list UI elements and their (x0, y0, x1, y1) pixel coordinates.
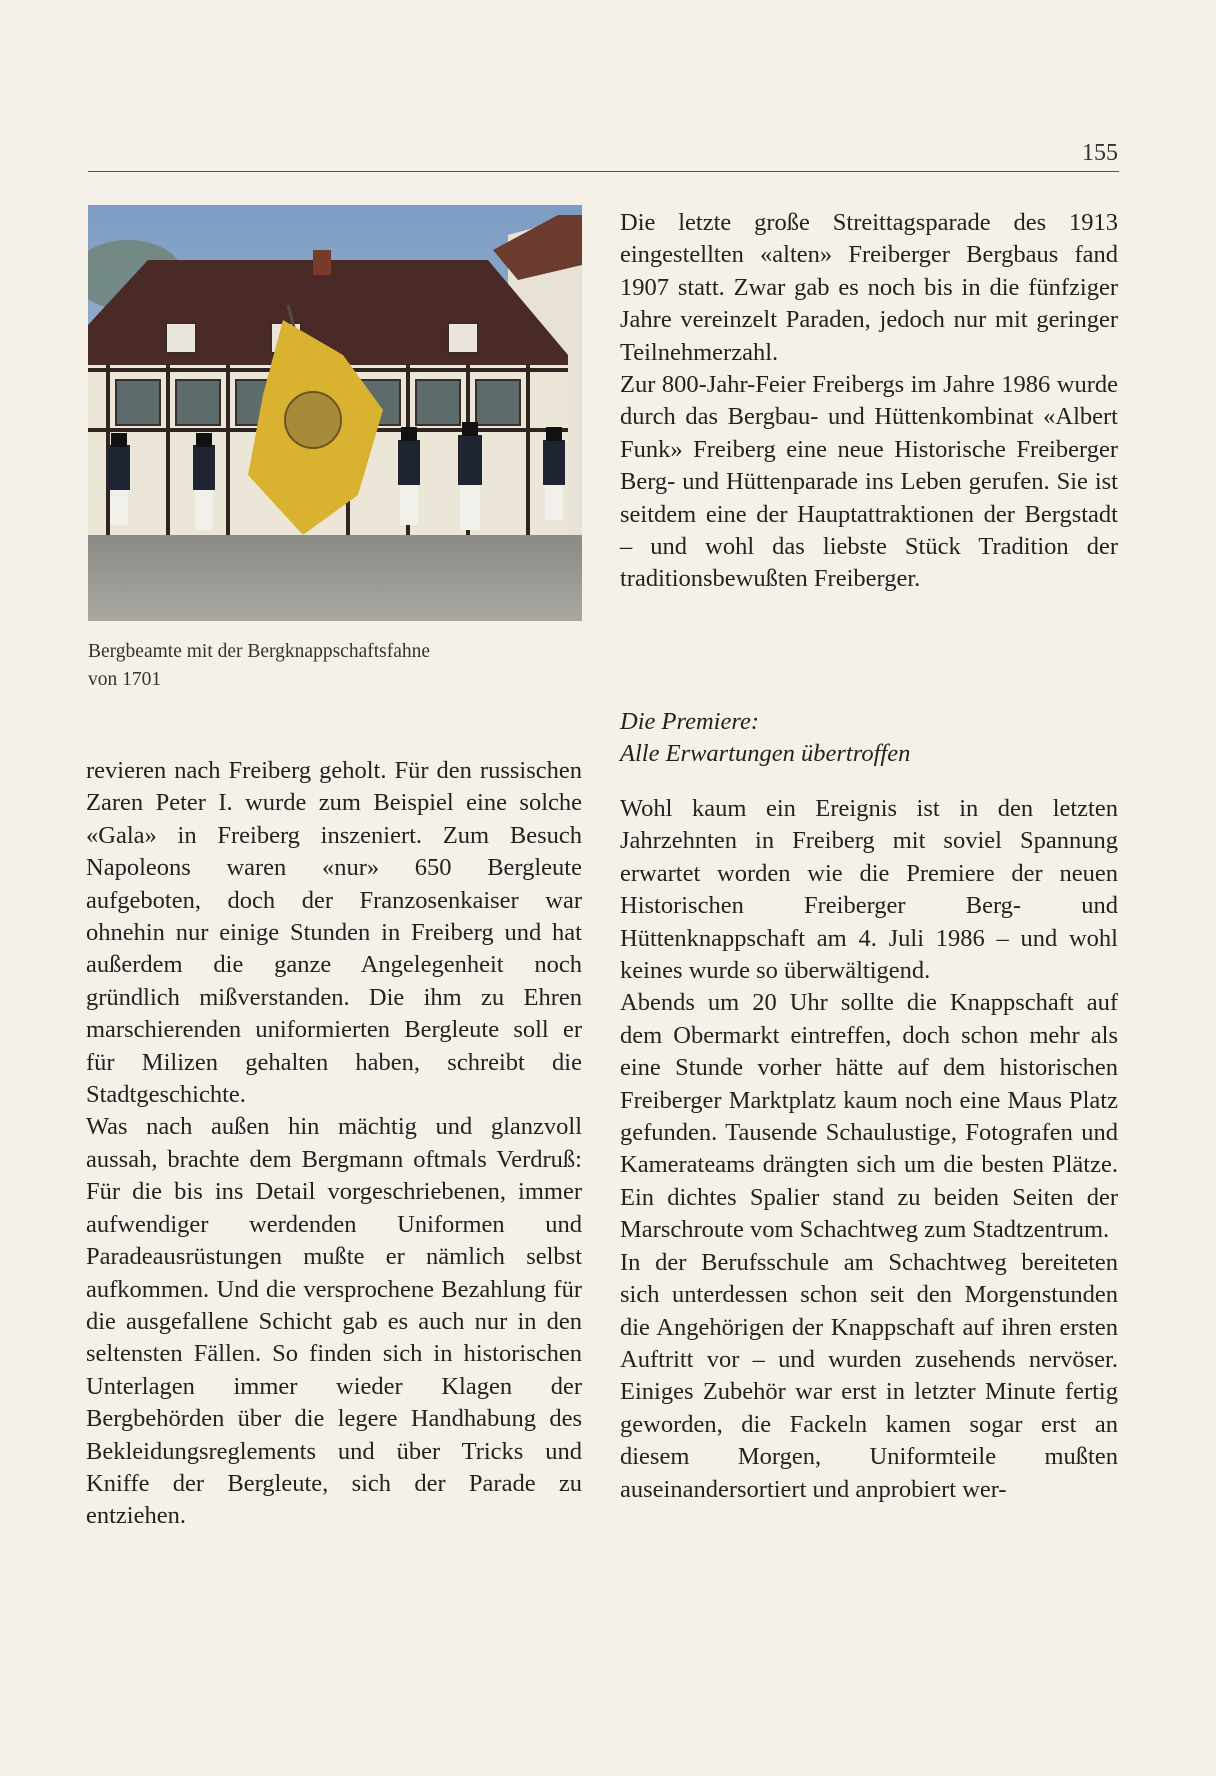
right-paragraph-1: Die letzte große Streittagsparade des 1913 eingestellten «alten» Freiberger Bergbaus fand 1907 statt. Zwar gab es noch bis in die fünfziger Jahre vereinzelt Paraden, jedoch nur mit geringer Teilnehmerzahl. (620, 209, 1118, 366)
right-column-intro (620, 207, 1118, 596)
subheading-line-1: Die Premiere: (620, 708, 759, 735)
section-subheading (620, 706, 1118, 770)
header-rule (88, 171, 1119, 172)
right-paragraph-4: Abends um 20 Uhr sollte die Knappschaft auf dem Obermarkt eintreffen, doch schon mehr als eine Stunde vorher hätte auf dem historischen Freiberger Marktplatz kaum noch eine Maus Platz gefunden. Tausende Schaulustige, Fotografen und Kamerateams drängten sich um die besten Plätze. Ein dichtes Spalier stand zu beiden Seiten der Marschroute vom Schachtweg zum Stadtzentrum. (620, 989, 1118, 1244)
left-column-text (86, 755, 582, 1533)
right-paragraph-5: In der Berufsschule am Schachtweg bereiteten sich unterdessen schon seit den Morgenstunden die Angehörigen der Knappschaft auf ihren ersten Auftritt vor – und wurden zusehends nervöser. Einiges Zubehör war erst in letzter Minute fertig geworden, die Fackeln kamen sogar erst an diesem Morgen, Uniformteile mußten auseinandersortiert und anprobiert wer- (620, 1248, 1118, 1503)
left-paragraph-2: Was nach außen hin mächtig und glanzvoll aussah, brachte dem Bergmann oftmals Verdruß: Für die bis ins Detail vorgeschriebenen, immer aufwendiger werdenden Uniformen und Paradeausrüstungen mußte er nämlich selbst aufkommen. Und die versprochene Bezahlung für die ausgefallene Schicht gab es auch nur in den seltensten Fällen. So finden sich in historischen Unterlagen immer wieder Klagen der Bergbehörden über die legere Handhabung des Bekleidungsreglements und über Tricks und Kniffe der Bergleute, sich der Parade zu entziehen. (86, 1113, 582, 1530)
subheading-line-2: Alle Erwartungen übertroffen (620, 740, 911, 767)
right-paragraph-3: Wohl kaum ein Ereignis ist in den letzten Jahrzehnten in Freiberg mit soviel Spannung erwartet worden wie die Premiere der neuen Historischen Freiberger Berg- und Hüttenknappschaft am 4. Juli 1986 – und wohl keines wurde so überwältigend. (620, 795, 1118, 985)
right-column-text (620, 793, 1118, 1506)
figure-caption (88, 638, 582, 694)
right-paragraph-2: Zur 800-Jahr-Feier Freibergs im Jahre 1986 wurde durch das Bergbau- und Hüttenkombinat «Albert Funk» Freiberg eine neue Historische Freiberger Berg- und Hüttenparade ins Leben gerufen. Sie ist seitdem eine der Hauptattraktionen der Bergstadt – und wohl das liebste Stück Tradition der traditionsbewußten Freiberger. (620, 371, 1118, 593)
left-paragraph-1: revieren nach Freiberg geholt. Für den russischen Zaren Peter I. wurde zum Beispiel eine solche «Gala» in Freiberg inszeniert. Zum Besuch Napoleons waren «nur» 650 Bergleute aufgeboten, doch der Franzosenkaiser war ohnehin nur einige Stunden in Freiberg und hat außerdem die ganze Angelegenheit noch gründlich mißverstanden. Die ihm zu Ehren marschierenden uniformierten Bergleute soll er für Milizen gehalten haben, schreibt die Stadtgeschichte. (86, 757, 582, 1109)
figure-photo (88, 205, 582, 621)
caption-line-2: von 1701 (88, 669, 162, 690)
caption-line-1: Bergbeamte mit der Bergknappschaftsfahne (88, 641, 431, 662)
page-number: 155 (1082, 140, 1118, 166)
photo-illustration (88, 205, 582, 621)
